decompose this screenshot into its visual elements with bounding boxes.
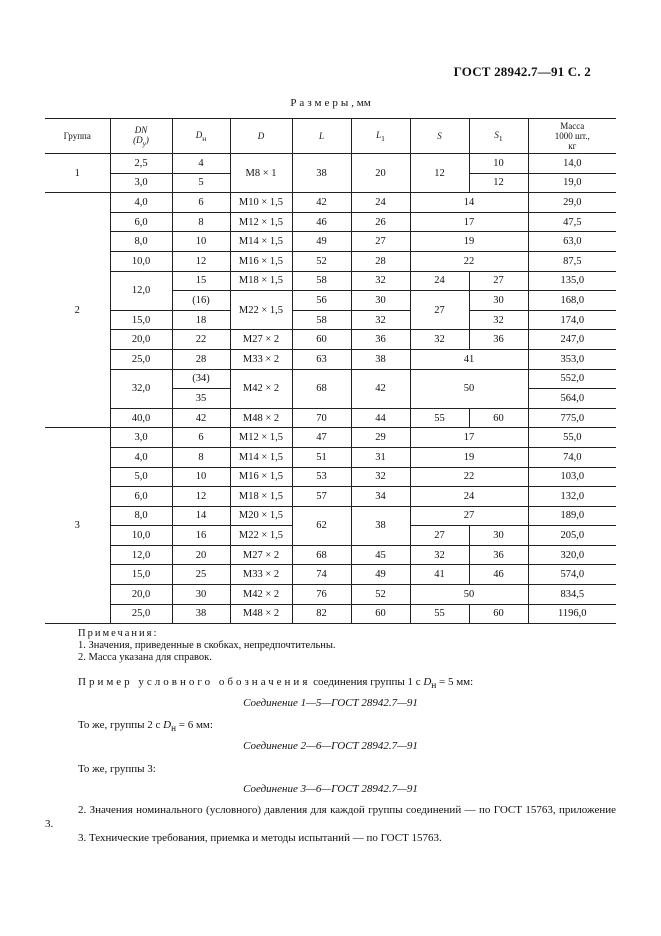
cell-dn: 2,5 <box>110 154 172 174</box>
cell-dn: 4,0 <box>110 193 172 213</box>
cell-s: 27 <box>410 526 469 546</box>
example-lead <box>78 676 473 690</box>
group-cell: 3 <box>45 428 110 624</box>
cell-d: М16 × 1,5 <box>230 467 292 487</box>
cell-mass: 189,0 <box>528 506 616 526</box>
example-lead-spaced: Пример условного обозначения <box>78 676 311 688</box>
cell-mass: 168,0 <box>528 291 616 311</box>
cell-l1: 32 <box>351 271 410 291</box>
same-group-2-text: То же, группы 2 с <box>78 719 161 731</box>
cell-d: М48 × 2 <box>230 604 292 624</box>
cell-d: М16 × 1,5 <box>230 251 292 271</box>
notes-block <box>78 628 336 664</box>
cell-l1: 32 <box>351 467 410 487</box>
col-group: Группа <box>45 119 110 154</box>
table-row <box>45 369 616 389</box>
cell-l1: 52 <box>351 585 410 605</box>
cell-dh: 35 <box>172 389 230 409</box>
cell-l1: 32 <box>351 310 410 330</box>
cell-d: М48 × 2 <box>230 408 292 428</box>
cell-s: 50 <box>410 369 528 408</box>
cell-dh: 20 <box>172 545 230 565</box>
same-group-3: То же, группы 3: <box>78 763 156 775</box>
cell-mass: 1196,0 <box>528 604 616 624</box>
cell-l: 82 <box>292 604 351 624</box>
cell-s: 22 <box>410 251 528 271</box>
cell-l1: 31 <box>351 447 410 467</box>
cell-s: 55 <box>410 408 469 428</box>
cell-mass: 55,0 <box>528 428 616 448</box>
cell-mass: 63,0 <box>528 232 616 252</box>
same-group-2 <box>78 719 213 733</box>
table-row <box>45 408 616 428</box>
table-row <box>45 506 616 526</box>
cell-mass: 135,0 <box>528 271 616 291</box>
table-row <box>45 271 616 291</box>
cell-d: М42 × 2 <box>230 369 292 408</box>
cell-dn: 12,0 <box>110 545 172 565</box>
cell-l: 70 <box>292 408 351 428</box>
cell-d: М18 × 1,5 <box>230 271 292 291</box>
cell-mass: 87,5 <box>528 251 616 271</box>
cell-l: 60 <box>292 330 351 350</box>
cell-l1: 20 <box>351 154 410 193</box>
cell-dn: 10,0 <box>110 526 172 546</box>
cell-s: 32 <box>410 545 469 565</box>
cell-dh: 15 <box>172 271 230 291</box>
designation-example-2: Соединение 2—6—ГОСТ 28942.7—91 <box>243 740 418 752</box>
cell-l: 74 <box>292 565 351 585</box>
cell-mass: 247,0 <box>528 330 616 350</box>
cell-d: М22 × 1,5 <box>230 291 292 330</box>
cell-l1: 34 <box>351 487 410 507</box>
caption-spaced: Размеры <box>290 97 352 109</box>
cell-dh: 6 <box>172 428 230 448</box>
cell-dn: 40,0 <box>110 408 172 428</box>
cell-l: 63 <box>292 349 351 369</box>
notes-title: Примечания: <box>78 628 159 639</box>
cell-s: 24 <box>410 487 528 507</box>
cell-mass: 19,0 <box>528 173 616 193</box>
cell-dn: 15,0 <box>110 310 172 330</box>
cell-l1: 26 <box>351 212 410 232</box>
col-mass: Масса 1000 шт., кг <box>528 119 616 154</box>
group-cell: 2 <box>45 193 110 428</box>
cell-dn: 25,0 <box>110 349 172 369</box>
cell-l: 53 <box>292 467 351 487</box>
cell-s: 41 <box>410 349 528 369</box>
cell-d: М14 × 1,5 <box>230 447 292 467</box>
cell-dh: 4 <box>172 154 230 174</box>
cell-mass: 47,5 <box>528 212 616 232</box>
cell-l: 49 <box>292 232 351 252</box>
cell-dh: (34) <box>172 369 230 389</box>
cell-mass: 834,5 <box>528 585 616 605</box>
cell-mass: 103,0 <box>528 467 616 487</box>
caption-unit: , мм <box>351 97 371 109</box>
cell-s: 14 <box>410 193 528 213</box>
cell-s1: 36 <box>469 545 528 565</box>
cell-dh: 22 <box>172 330 230 350</box>
table-row <box>45 487 616 507</box>
cell-dh: 42 <box>172 408 230 428</box>
cell-s1: 46 <box>469 565 528 585</box>
col-d: D <box>230 119 292 154</box>
cell-l1: 49 <box>351 565 410 585</box>
cell-dn: 20,0 <box>110 585 172 605</box>
document-reference: ГОСТ 28942.7—91 С. 2 <box>453 64 591 79</box>
cell-dh: 38 <box>172 604 230 624</box>
table-row <box>45 447 616 467</box>
same-group-2-index: н <box>171 723 177 734</box>
same-group-2-symbol: D <box>163 719 172 731</box>
cell-dh: 12 <box>172 487 230 507</box>
cell-l: 38 <box>292 154 351 193</box>
cell-dn: 12,0 <box>110 271 172 310</box>
table-row <box>45 212 616 232</box>
cell-d: М8 × 1 <box>230 154 292 193</box>
cell-d: М10 × 1,5 <box>230 193 292 213</box>
cell-dn: 10,0 <box>110 251 172 271</box>
cell-s1: 30 <box>469 291 528 311</box>
cell-s: 27 <box>410 291 469 330</box>
cell-dn: 6,0 <box>110 487 172 507</box>
cell-l1: 24 <box>351 193 410 213</box>
cell-l1: 45 <box>351 545 410 565</box>
table-row <box>45 428 616 448</box>
cell-dn: 5,0 <box>110 467 172 487</box>
cell-l: 42 <box>292 193 351 213</box>
cell-dh: 16 <box>172 526 230 546</box>
col-s1: $S_1$ <box>469 119 528 154</box>
cell-dh: 18 <box>172 310 230 330</box>
cell-l1: 38 <box>351 349 410 369</box>
cell-dh: 5 <box>172 173 230 193</box>
cell-mass: 552,0 <box>528 369 616 389</box>
table-row <box>45 604 616 624</box>
cell-dn: 8,0 <box>110 506 172 526</box>
cell-d: М14 × 1,5 <box>230 232 292 252</box>
cell-l: 47 <box>292 428 351 448</box>
dimensions-table <box>45 118 616 624</box>
table-row <box>45 251 616 271</box>
table-row <box>45 232 616 252</box>
cell-dh: 8 <box>172 447 230 467</box>
cell-s1: 27 <box>469 271 528 291</box>
cell-s: 27 <box>410 506 528 526</box>
cell-mass: 174,0 <box>528 310 616 330</box>
cell-l: 62 <box>292 506 351 545</box>
cell-l: 51 <box>292 447 351 467</box>
cell-d: М20 × 1,5 <box>230 506 292 526</box>
cell-s: 17 <box>410 212 528 232</box>
cell-l1: 38 <box>351 506 410 545</box>
cell-mass: 574,0 <box>528 565 616 585</box>
cell-l1: 28 <box>351 251 410 271</box>
example-symbol-index: н <box>431 680 437 691</box>
cell-dn: 8,0 <box>110 232 172 252</box>
cell-l1: 60 <box>351 604 410 624</box>
cell-s: 50 <box>410 585 528 605</box>
table-row <box>45 330 616 350</box>
example-tail: = 5 мм: <box>439 676 474 688</box>
cell-dn: 15,0 <box>110 565 172 585</box>
cell-s: 55 <box>410 604 469 624</box>
designation-example-1: Соединение 1—5—ГОСТ 28942.7—91 <box>243 697 418 709</box>
cell-mass: 14,0 <box>528 154 616 174</box>
cell-dn: 6,0 <box>110 212 172 232</box>
table-row <box>45 545 616 565</box>
group-cell: 1 <box>45 154 110 193</box>
cell-l1: 30 <box>351 291 410 311</box>
cell-s1: 60 <box>469 408 528 428</box>
table-header-row <box>45 119 616 154</box>
example-lead-rest: соединения группы 1 с <box>313 676 421 688</box>
cell-s1: 60 <box>469 604 528 624</box>
col-dh: $D_н$ <box>172 119 230 154</box>
cell-d: М33 × 2 <box>230 565 292 585</box>
col-s: S <box>410 119 469 154</box>
cell-l1: 36 <box>351 330 410 350</box>
cell-l: 76 <box>292 585 351 605</box>
cell-mass: 132,0 <box>528 487 616 507</box>
cell-mass: 353,0 <box>528 349 616 369</box>
cell-d: М27 × 2 <box>230 330 292 350</box>
cell-s: 32 <box>410 330 469 350</box>
cell-s1: 12 <box>469 173 528 193</box>
note-item: 2. Масса указана для справок. <box>78 652 212 663</box>
same-group-2-tail: = 6 мм: <box>178 719 213 731</box>
example-symbol: D <box>423 676 432 688</box>
cell-l: 57 <box>292 487 351 507</box>
table-caption <box>0 97 661 109</box>
cell-d: М18 × 1,5 <box>230 487 292 507</box>
cell-s: 19 <box>410 232 528 252</box>
table-row <box>45 349 616 369</box>
cell-dh: (16) <box>172 291 230 311</box>
col-l: L <box>292 119 351 154</box>
cell-mass: 775,0 <box>528 408 616 428</box>
cell-dh: 12 <box>172 251 230 271</box>
cell-dh: 28 <box>172 349 230 369</box>
cell-l1: 42 <box>351 369 410 408</box>
cell-d: М33 × 2 <box>230 349 292 369</box>
cell-l: 68 <box>292 545 351 565</box>
cell-dn: 4,0 <box>110 447 172 467</box>
cell-s: 17 <box>410 428 528 448</box>
cell-l1: 27 <box>351 232 410 252</box>
cell-s1: 30 <box>469 526 528 546</box>
col-l1: $L_1$ <box>351 119 410 154</box>
cell-dn: 3,0 <box>110 428 172 448</box>
cell-l1: 44 <box>351 408 410 428</box>
table-row <box>45 193 616 213</box>
cell-l: 68 <box>292 369 351 408</box>
cell-s1: 32 <box>469 310 528 330</box>
designation-example-3: Соединение 3—6—ГОСТ 28942.7—91 <box>243 783 418 795</box>
cell-dn: 3,0 <box>110 173 172 193</box>
cell-dn: 20,0 <box>110 330 172 350</box>
note-item: 1. Значения, приведенные в скобках, непредпочтительны. <box>78 640 336 651</box>
cell-dh: 8 <box>172 212 230 232</box>
requirement-paragraph-3: 3. Технические требования, приемка и методы испытаний — по ГОСТ 15763. <box>78 832 442 844</box>
cell-d: М12 × 1,5 <box>230 212 292 232</box>
cell-mass: 205,0 <box>528 526 616 546</box>
cell-dh: 10 <box>172 232 230 252</box>
cell-d: М27 × 2 <box>230 545 292 565</box>
cell-l: 58 <box>292 310 351 330</box>
table-row <box>45 467 616 487</box>
table-row <box>45 310 616 330</box>
table-row <box>45 585 616 605</box>
cell-d: М22 × 1,5 <box>230 526 292 546</box>
cell-l: 46 <box>292 212 351 232</box>
cell-dh: 10 <box>172 467 230 487</box>
cell-l: 58 <box>292 271 351 291</box>
requirement-paragraph-2: 2. Значения номинального (условного) давления для каждой группы соединений — по ГОСТ 15763, приложение 3. <box>45 804 616 830</box>
cell-dn: 25,0 <box>110 604 172 624</box>
cell-s: 41 <box>410 565 469 585</box>
cell-s1: 10 <box>469 154 528 174</box>
cell-mass: 74,0 <box>528 447 616 467</box>
cell-mass: 29,0 <box>528 193 616 213</box>
cell-s: 22 <box>410 467 528 487</box>
cell-l: 52 <box>292 251 351 271</box>
cell-dh: 25 <box>172 565 230 585</box>
cell-s: 12 <box>410 154 469 193</box>
cell-dh: 14 <box>172 506 230 526</box>
cell-s: 24 <box>410 271 469 291</box>
cell-l: 56 <box>292 291 351 311</box>
table-row <box>45 565 616 585</box>
cell-l1: 29 <box>351 428 410 448</box>
col-dn: DN $(D_у)$ <box>110 119 172 154</box>
cell-dn: 32,0 <box>110 369 172 408</box>
cell-d: М42 × 2 <box>230 585 292 605</box>
cell-mass: 564,0 <box>528 389 616 409</box>
cell-mass: 320,0 <box>528 545 616 565</box>
cell-d: М12 × 1,5 <box>230 428 292 448</box>
table-row <box>45 154 616 174</box>
cell-dh: 6 <box>172 193 230 213</box>
cell-s: 19 <box>410 447 528 467</box>
cell-dh: 30 <box>172 585 230 605</box>
cell-s1: 36 <box>469 330 528 350</box>
